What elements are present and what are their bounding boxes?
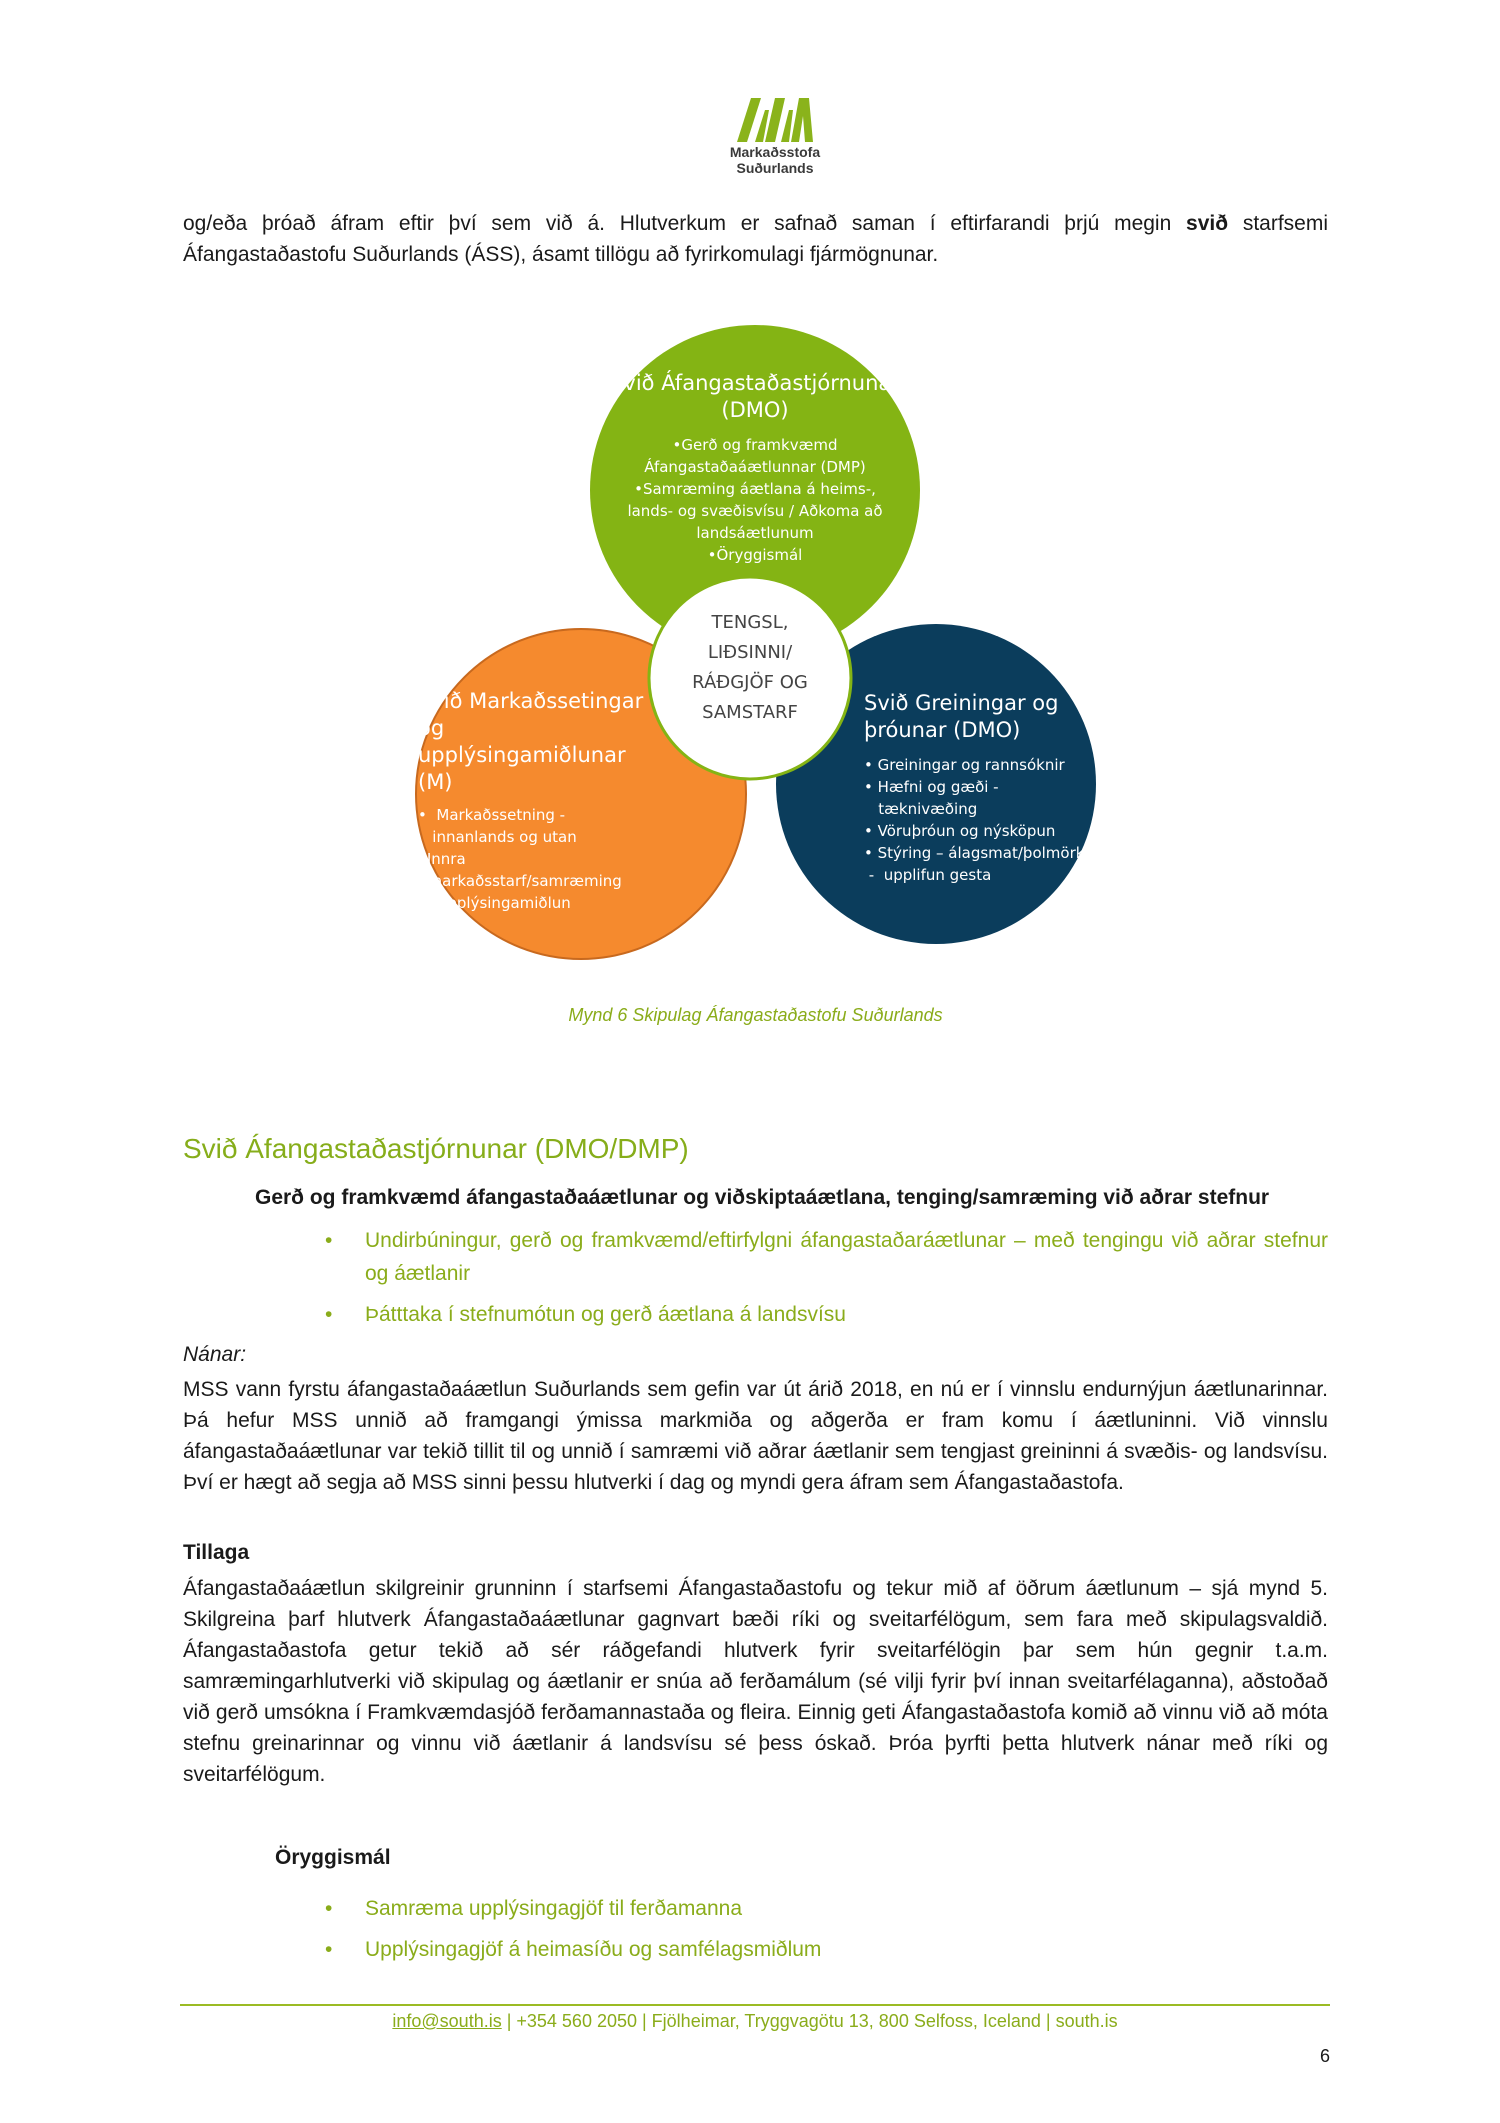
navy-line: • Vöruþróun og nýsköpun xyxy=(864,822,1056,840)
venn-diagram xyxy=(370,310,1140,990)
intro-bold: svið xyxy=(1186,212,1229,235)
navy-title-2: þróunar (DMO) xyxy=(864,718,1021,742)
center-line: RÁÐGJÖF OG xyxy=(692,672,808,693)
orange-circle-text xyxy=(418,688,658,914)
orange-line: •Innra xyxy=(418,850,466,868)
navy-line: • Hæfni og gæði - xyxy=(864,778,999,796)
orange-line: • Upplýsingamiðlun xyxy=(418,894,571,912)
green-line: •Samræming áætlana á heims-, xyxy=(634,480,876,498)
green-circle-text xyxy=(600,370,910,566)
green-title-1: Svið Áfangastaðastjórnunar xyxy=(610,371,900,395)
logo-mark-icon xyxy=(735,96,815,144)
bullet-text: Upplýsingagjöf á heimasíðu og samfélagsmiðlum xyxy=(365,1938,822,1961)
center-line: TENGSL, xyxy=(711,612,789,633)
green-line: •Öryggismál xyxy=(707,546,803,564)
section-heading-text: Svið Áfangastaðastjórnunar (DMO/DMP) xyxy=(183,1133,689,1164)
green-line: landsáætlunum xyxy=(696,524,814,542)
center-circle-text xyxy=(660,608,840,728)
footer-email-link[interactable]: info@south.is xyxy=(392,2011,502,2031)
bullet-text: Undirbúningur, gerð og framkvæmd/eftirfylgni áfangastaðaráætlunar – með tengingu við aðrar stefnur og áætlanir xyxy=(365,1229,1328,1285)
center-line: LIÐSINNI/ xyxy=(707,642,793,663)
orange-line: markaðsstarf/samræming xyxy=(418,872,622,890)
nanar-label: Nánar: xyxy=(183,1343,247,1366)
logo-text-line2: Suðurlands xyxy=(736,160,814,176)
figure-caption: Mynd 6 Skipulag Áfangastaðastofu Suðurlands xyxy=(568,1005,943,1025)
navy-line: - upplifun gesta xyxy=(864,866,992,884)
navy-line: • Stýring – álagsmat/þolmörk xyxy=(864,844,1085,862)
intro-text-2: starfsemi Áfangastaðastofu Suðurlands (ÁSS), ásamt tillögu að fyrirkomulagi fjármögnunar. xyxy=(183,212,1329,266)
orange-line: • Markaðssetning - xyxy=(418,806,566,824)
bullet-icon: • xyxy=(325,1303,333,1326)
orange-title-3: (M) xyxy=(418,770,453,794)
green-line: Áfangastaðaáætlunnar (DMP) xyxy=(644,458,866,476)
orange-title-1: Svið Markaðssetingar xyxy=(418,689,644,713)
nanar-paragraph: MSS vann fyrstu áfangastaðaáætlun Suðurlands sem gefin var út árið 2018, en nú er í vinnslu endurnýjun áætlunarinnar. Þá hefur MSS unnið að framgangi ýmissa markmiða og aðgerða er fram komu í áætluninni. Við vinnslu áfangastaðaáætlunar var tekið tillit til og unnið í samræmi við aðrar áætlanir sem tengjast greininni á svæðis- og landsvísu. Því er hægt að segja að MSS sinni þessu hlutverki í dag og myndi gera áfram sem Áfangastaðastofa. xyxy=(183,1378,1328,1494)
page-number: 6 xyxy=(1319,2046,1330,2066)
bullet-icon: • xyxy=(325,1229,333,1252)
bullet-icon: • xyxy=(325,1897,333,1920)
bullet-text: Samræma upplýsingagjöf til ferðamanna xyxy=(365,1897,743,1920)
subheading: Gerð og framkvæmd áfangastaðaáætlunar og viðskiptaáætlana, tenging/samræming við aðrar stefnur xyxy=(255,1186,1270,1209)
center-line: SAMSTARF xyxy=(702,702,798,723)
intro-paragraph xyxy=(183,208,1328,270)
navy-title-1: Svið Greiningar og xyxy=(864,691,1059,715)
oryggismal-bullet-list xyxy=(325,1892,1328,1974)
footer-divider xyxy=(180,2004,1330,2006)
navy-line: tæknivæðing xyxy=(864,800,978,818)
orange-title-2: og upplýsingamiðlunar xyxy=(418,716,626,767)
green-line: •Gerð og framkvæmd xyxy=(672,436,838,454)
bullet-icon: • xyxy=(325,1938,333,1961)
logo-text-line1: Markaðsstofa xyxy=(729,144,821,160)
footer xyxy=(180,2011,1330,2032)
list-item xyxy=(325,1933,1328,1966)
tillaga-label: Tillaga xyxy=(183,1541,250,1564)
footer-contact-text: | +354 560 2050 | Fjölheimar, Tryggvagötu 13, 800 Selfoss, Iceland | south.is xyxy=(501,2011,1118,2031)
list-item xyxy=(325,1224,1328,1290)
header-logo xyxy=(710,96,840,176)
bullet-text: Þátttaka í stefnumótun og gerð áætlana á landsvísu xyxy=(365,1303,846,1326)
list-item xyxy=(325,1298,1328,1331)
green-title-2: (DMO) xyxy=(721,398,789,422)
navy-circle-text xyxy=(864,690,1114,886)
section-heading xyxy=(183,1133,689,1165)
navy-line: • Greiningar og rannsóknir xyxy=(864,756,1065,774)
intro-text-1: og/eða þróað áfram eftir því sem við á. Hlutverkum er safnað saman í eftirfarandi þrjú megin xyxy=(183,212,1187,235)
bullet-list xyxy=(325,1224,1328,1339)
green-line: lands- og svæðisvísu / Aðkoma að xyxy=(627,502,883,520)
orange-line: innanlands og utan xyxy=(418,828,577,846)
oryggismal-heading: Öryggismál xyxy=(275,1846,391,1869)
tillaga-paragraph: Áfangastaðaáætlun skilgreinir grunninn í starfsemi Áfangastaðastofu og tekur mið af öðrum áætlunum – sjá mynd 5. Skilgreina þarf hlutverk Áfangastaðaáætlunar gagnvart bæði ríki og sveitarfélögum, sem fara með skipulagsvaldið. Áfangastaðastofa getur tekið að sér ráðgefandi hlutverk fyrir sveitarfélögin þar sem hún gegnir t.a.m. samræmingarhlutverki við skipulag og áætlanir er snúa að ferðamálum (sé vilji fyrir því innan sveitarfélaganna), aðstoðað við gerð umsókna í Framkvæmdasjóð ferðamannastaða og fleira. Einnig geti Áfangastaðastofa komið að vinnu við að móta stefnu greinarinnar og vinnu við áætlanir á landsvísu sé þess óskað. Þróa þyrfti þetta hlutverk nánar með ríki og sveitarfélögum. xyxy=(183,1577,1328,1786)
list-item xyxy=(325,1892,1328,1925)
